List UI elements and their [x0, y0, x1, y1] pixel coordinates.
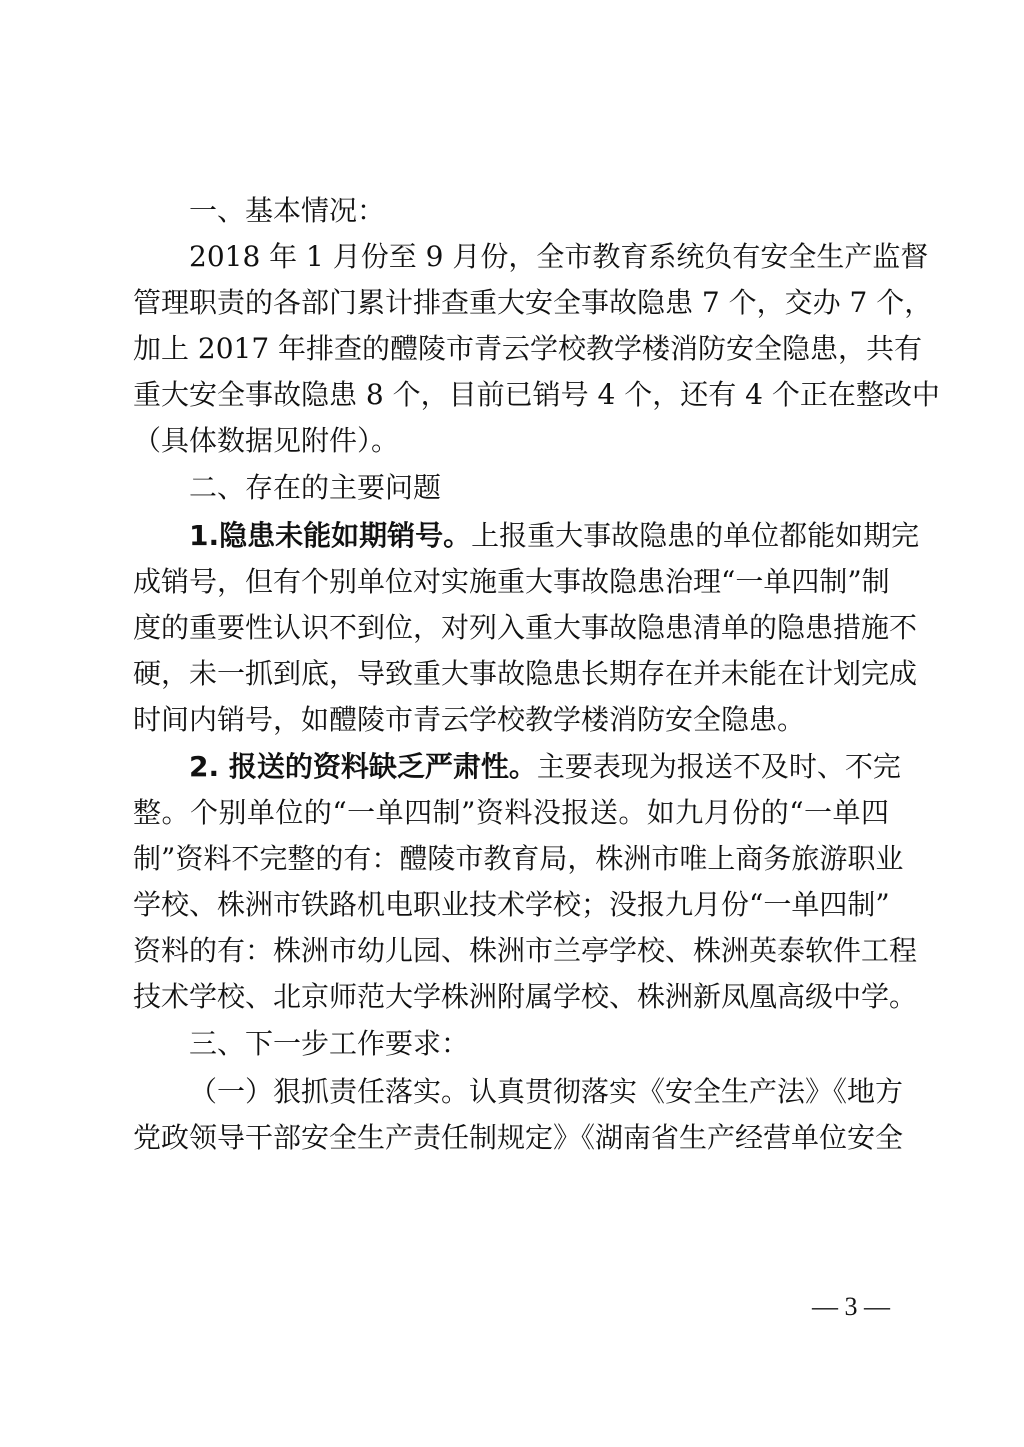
- paragraph-line: 党政领导干部安全生产责任制规定》《湖南省生产经营单位安全: [133, 1121, 904, 1154]
- paragraph-line: 2018 年 1 月份至 9 月份，全市教育系统负有安全生产监督: [189, 240, 929, 273]
- paragraph-line: （具体数据见附件）。: [133, 424, 400, 457]
- section-heading-basic-situation: 一、基本情况：: [189, 194, 386, 227]
- page-number: — 3 —: [812, 1292, 890, 1321]
- paragraph-line: 资料的有：株洲市幼儿园、株洲市兰亭学校、株洲英泰软件工程: [133, 934, 918, 967]
- item-text: 主要表现为报送不及时、不完: [536, 750, 901, 783]
- paragraph-line: 硬，未一抓到底，导致重大事故隐患长期存在并未能在计划完成: [133, 657, 918, 690]
- paragraph-line: [189, 512, 920, 560]
- paragraph-line: 技术学校、北京师范大学株洲附属学校、株洲新凤凰高级中学。: [133, 980, 918, 1013]
- paragraph-line: 学校、株洲市铁路机电职业技术学校；没报九月份“一单四制”: [133, 888, 890, 921]
- paragraph-line: 度的重要性认识不到位，对列入重大事故隐患清单的隐患措施不: [133, 611, 918, 644]
- section-heading-main-problems: 二、存在的主要问题: [189, 471, 442, 504]
- paragraph-line: （一）狠抓责任落实。认真贯彻落实《安全生产法》《地方: [189, 1075, 904, 1108]
- paragraph-line: 时间内销号，如醴陵市青云学校教学楼消防安全隐患。: [133, 703, 806, 736]
- item-title: 1.隐患未能如期销号。: [189, 519, 472, 552]
- section-heading-next-steps: 三、下一步工作要求：: [189, 1027, 470, 1060]
- item-text: 上报重大事故隐患的单位都能如期完: [471, 519, 920, 552]
- paragraph-line: 加上 2017 年排查的醴陵市青云学校教学楼消防安全隐患，共有: [133, 332, 923, 365]
- paragraph-line: 制”资料不完整的有：醴陵市教育局，株洲市唯上商务旅游职业: [133, 842, 904, 875]
- paragraph-line: 管理职责的各部门累计排查重大安全事故隐患 7 个，交办 7 个，: [133, 286, 933, 319]
- item-title: 2. 报送的资料缺乏严肃性。: [189, 750, 537, 783]
- paragraph-line: 重大安全事故隐患 8 个，目前已销号 4 个，还有 4 个正在整改中: [133, 378, 940, 411]
- paragraph-line: 成销号，但有个别单位对实施重大事故隐患治理“一单四制”制: [133, 565, 890, 598]
- paragraph-line: 整。个别单位的“一单四制”资料没报送。如九月份的“一单四: [133, 796, 889, 829]
- paragraph-line: [189, 743, 901, 791]
